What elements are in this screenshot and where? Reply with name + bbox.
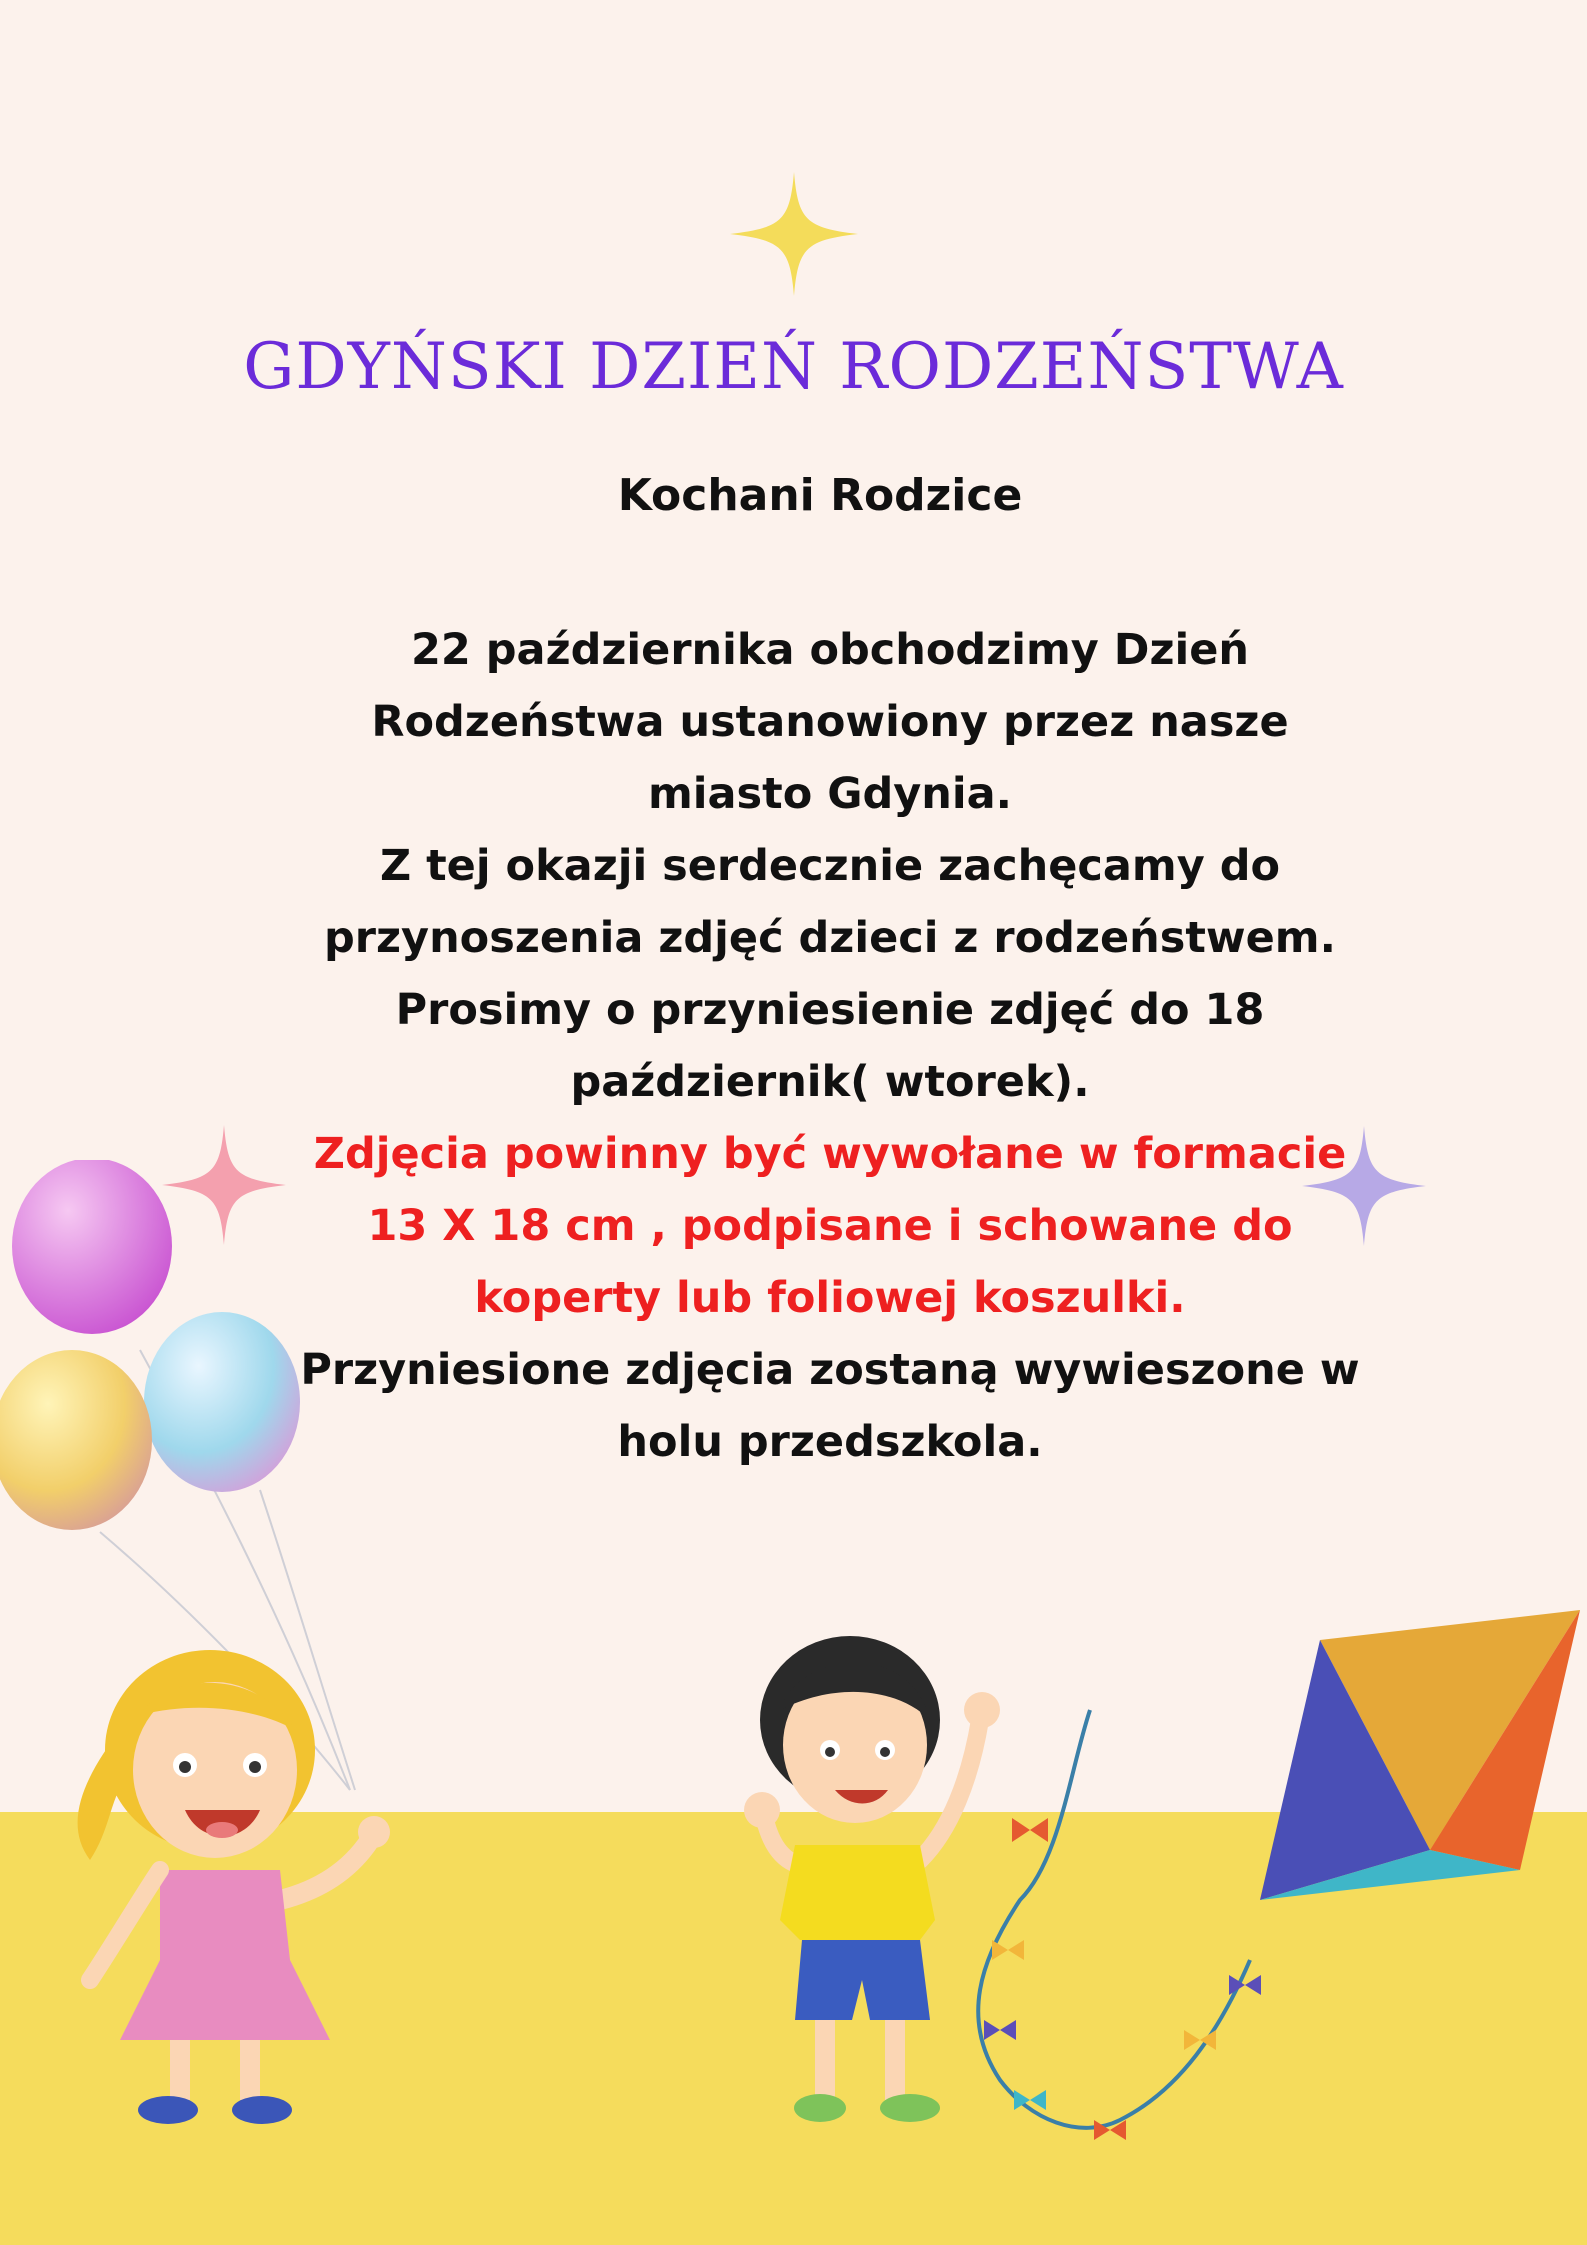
text-line: przynoszenia zdjęć dzieci z rodzeństwem. [324, 913, 1336, 963]
highlight-line: 13 X 18 cm , podpisane i schowane do [367, 1201, 1293, 1251]
page-title: GDYŃSKI DZIEŃ RODZEŃSTWA [243, 330, 1344, 404]
text-line: Przyniesione zdjęcia zostaną wywieszone w [300, 1345, 1360, 1395]
text-line: październik( wtorek). [570, 1057, 1090, 1107]
highlight-line: Zdjęcia powinny być wywołane w formacie [313, 1129, 1347, 1179]
highlight-line: koperty lub foliowej koszulki. [474, 1273, 1186, 1323]
text-line: holu przedszkola. [617, 1417, 1043, 1467]
text-line: Rodzeństwa ustanowiony przez nasze [371, 697, 1289, 747]
lavender-star-icon [1302, 1126, 1426, 1246]
girl-illustration [50, 1620, 410, 2140]
gold-star-icon [730, 172, 858, 296]
kite-icon [960, 1600, 1587, 2160]
greeting: Kochani Rodzice [617, 470, 1023, 521]
text-line: Z tej okazji serdecznie zachęcamy do [379, 841, 1281, 891]
text-line: Prosimy o przyniesienie zdjęć do 18 [395, 985, 1265, 1035]
text-line: 22 października obchodzimy Dzień [410, 625, 1250, 675]
text-line: miasto Gdynia. [647, 769, 1013, 819]
